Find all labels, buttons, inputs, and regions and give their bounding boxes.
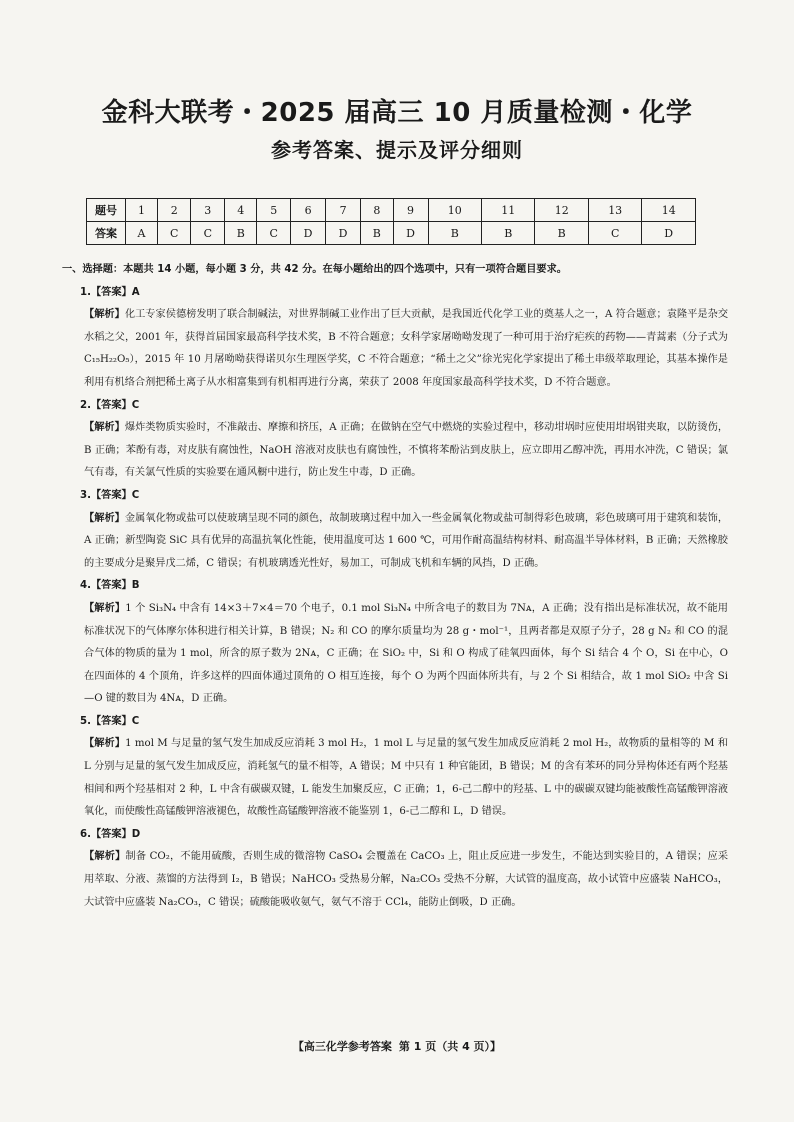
table-row-label: 题号 [87, 199, 126, 222]
page-title: 金科大联考・2025 届高三 10 月质量检测・化学 [101, 98, 693, 128]
table-cell: 11 [482, 199, 535, 222]
answer-line: 1.【答案】A [80, 286, 140, 298]
question-block [68, 282, 728, 395]
table-cell: 8 [361, 199, 393, 222]
answer-line: 6.【答案】D [80, 828, 141, 840]
explanation-tag: 【解析】 [84, 738, 126, 750]
answer-content [62, 259, 729, 914]
table-cell: 7 [326, 199, 361, 222]
explanation-text: 制备 CO₂，不能用硫酸，否则生成的微溶物 CaSO₄ 会覆盖在 CaCO₃ 上，阻止反应进一步发生，不能达到实验目的，A 错误；应采用萃取、分液、蒸馏的方法得到 I₂，B 错误；NaHCO₃ 受热易分解，Na₂CO₃ 受热不分解，大试管的温度高，故小试管中应盛装 NaHCO₃，大试管中应盛装 Na₂CO₃，C 错误；硫酸能吸收氨气，氨气不溶于 CCl₄，能防止倒吸，D 正确。 [84, 851, 729, 908]
table-cell: 6 [291, 199, 326, 222]
question-block [68, 824, 728, 914]
table-cell: A [126, 222, 158, 245]
answer-line: 2.【答案】C [80, 399, 140, 411]
explanation-tag: 【解析】 [84, 422, 125, 434]
table-cell: B [225, 222, 257, 245]
answer-table-answer-row [87, 222, 696, 245]
footer-page-number: 第 1 页（共 4 页）】 [398, 1040, 502, 1053]
answer-line: 5.【答案】C [80, 715, 140, 727]
explanation-text: 化工专家侯德榜发明了联合制碱法，对世界制碱工业作出了巨大贡献，是我国近代化学工业的奠基人之一，A 符合题意；袁隆平是杂交水稻之父，2001 年，获得首届国家最高科学技术奖，B 不符合题意；女科学家屠呦呦发现了一种可用于治疗疟疾的药物——青蒿素（分子式为 C₁₅H₂₂O₅），2015 年 10 月屠呦呦获得诺贝尔生理医学奖，C 不符合题意；“稀土之父”徐光宪化学家提出了稀土串级萃取理论，其基本操作是利用有机络合剂把稀土离子从水相富集到有机相再进行分离，荣获了 2008 年度国家最高科学技术奖，D 不符合题意。 [84, 309, 729, 388]
explanation [84, 846, 728, 914]
table-cell: B [361, 222, 393, 245]
explanation-tag: 【解析】 [84, 851, 126, 863]
explanation-text: 金属氧化物或盐可以使玻璃呈现不同的颜色，故制玻璃过程中加入一些金属氧化物或盐可制得彩色玻璃，彩色玻璃可用于建筑和装饰，A 正确；新型陶瓷 SiC 具有优异的高温抗氧化性能，使用温度可达 1 600 ℃，可用作耐高温结构材料、耐高温半导体材料，B 正确；天然橡胶的主要成分是聚异戊二烯，C 错误；有机玻璃透光性好，易加工，可制成飞机和车辆的风挡，D 正确。 [84, 512, 729, 569]
answer-table-number-row [87, 199, 696, 222]
table-cell: B [428, 222, 481, 245]
explanation-text: 1 个 Si₃N₄ 中含有 14×3＋7×4＝70 个电子，0.1 mol Si₃N₄ 中所含电子的数目为 7Nᴀ，A 正确；没有指出是标准状况，故不能用标准状况下的气体摩尔体积进行相关计算，B 错误；N₂ 和 CO 的摩尔质量均为 28 g・mol⁻¹，且两者都是双原子分子，28 g N₂ 和 CO 的混合气体的物质的量为 1 mol，所含的原子数为 2Nᴀ，C 正确；在 SiO₂ 中，Si 和 O 构成了硅氧四面体，每个 Si 结合 4 个 O，Si 在中心，O 在四面体的 4 个顶角，许多这样的四面体通过顶角的 O 相互连接，每个 O 为两个四面体所共有，与 2 个 Si 相结合，故 1 mol SiO₂ 中含 Si—O 键的数目为 4Nᴀ，D 正确。 [84, 602, 728, 705]
explanation-text: 1 mol M 与足量的氢气发生加成反应消耗 3 mol H₂，1 mol L 与足量的氢气发生加成反应消耗 2 mol H₂，故物质的量相等的 M 和 L 分别与足量的氢气发生加成反应，消耗氢气的量不相等，A 错误；M 中只有 1 种官能团，B 错误；M 的含有苯环的同分异构体还有两个羟基相间和两个羟基相对 2 种，L 中含有碳碳双键，L 能发生加聚反应，C 正确；1，6-己二醇中的羟基、L 中的碳碳双键均能被酸性高锰酸钾溶液氧化，而使酸性高锰酸钾溶液褪色，故酸性高锰酸钾溶液不能鉴别 1，6-己二醇和 L，D 错误。 [84, 738, 729, 818]
table-cell: B [482, 222, 535, 245]
table-cell: D [326, 222, 361, 245]
explanation-tag: 【解析】 [84, 602, 126, 614]
explanation [84, 304, 728, 394]
explanation [84, 598, 728, 711]
explanation-tag: 【解析】 [84, 309, 125, 321]
explanation [84, 733, 728, 823]
table-cell: B [535, 222, 588, 245]
table-row-label: 答案 [87, 222, 126, 245]
question-block [68, 575, 728, 711]
question-block [68, 711, 728, 824]
explanation-tag: 【解析】 [84, 512, 125, 524]
question-block [68, 485, 728, 575]
table-cell: D [642, 222, 696, 245]
answer-line: 3.【答案】C [80, 489, 140, 501]
explanation-text: 爆炸类物质实验时，不准敲击、摩擦和挤压，A 正确；在做钠在空气中燃烧的实验过程中，移动坩埚时应使用坩埚钳夹取，以防烫伤，B 正确；苯酚有毒，对皮肤有腐蚀性，NaOH 溶液对皮肤也有腐蚀性，不慎将苯酚沾到皮肤上，应立即用乙醇冲洗，再用水冲洗，C 错误；氯气有毒，有关氯气性质的实验要在通风橱中进行，防止发生中毒，D 正确。 [84, 422, 729, 479]
table-cell: 4 [225, 199, 257, 222]
table-cell: C [257, 222, 291, 245]
table-cell: D [393, 222, 428, 245]
table-cell: 14 [642, 199, 696, 222]
table-cell: 13 [588, 199, 641, 222]
table-cell: D [291, 222, 326, 245]
answer-line: 4.【答案】B [80, 580, 140, 592]
table-cell: C [588, 222, 641, 245]
answer-table [86, 198, 696, 245]
section-heading: 一、选择题：本题共 14 小题，每小题 3 分，共 42 分。在每小题给出的四个选项中，只有一项符合题目要求。 [62, 264, 567, 275]
table-cell: 2 [157, 199, 191, 222]
explanation [84, 417, 728, 485]
page-subtitle: 参考答案、提示及评分细则 [271, 138, 523, 162]
table-cell: 5 [257, 199, 291, 222]
table-cell: C [191, 222, 225, 245]
table-cell: 3 [191, 199, 225, 222]
footer-label: 【高三化学参考答案 [292, 1040, 392, 1053]
table-cell: 12 [535, 199, 588, 222]
table-cell: 9 [393, 199, 428, 222]
explanation [84, 508, 728, 576]
page-footer [0, 1038, 794, 1054]
table-cell: 1 [126, 199, 158, 222]
table-cell: 10 [428, 199, 481, 222]
question-block [68, 395, 728, 485]
table-cell: C [157, 222, 191, 245]
